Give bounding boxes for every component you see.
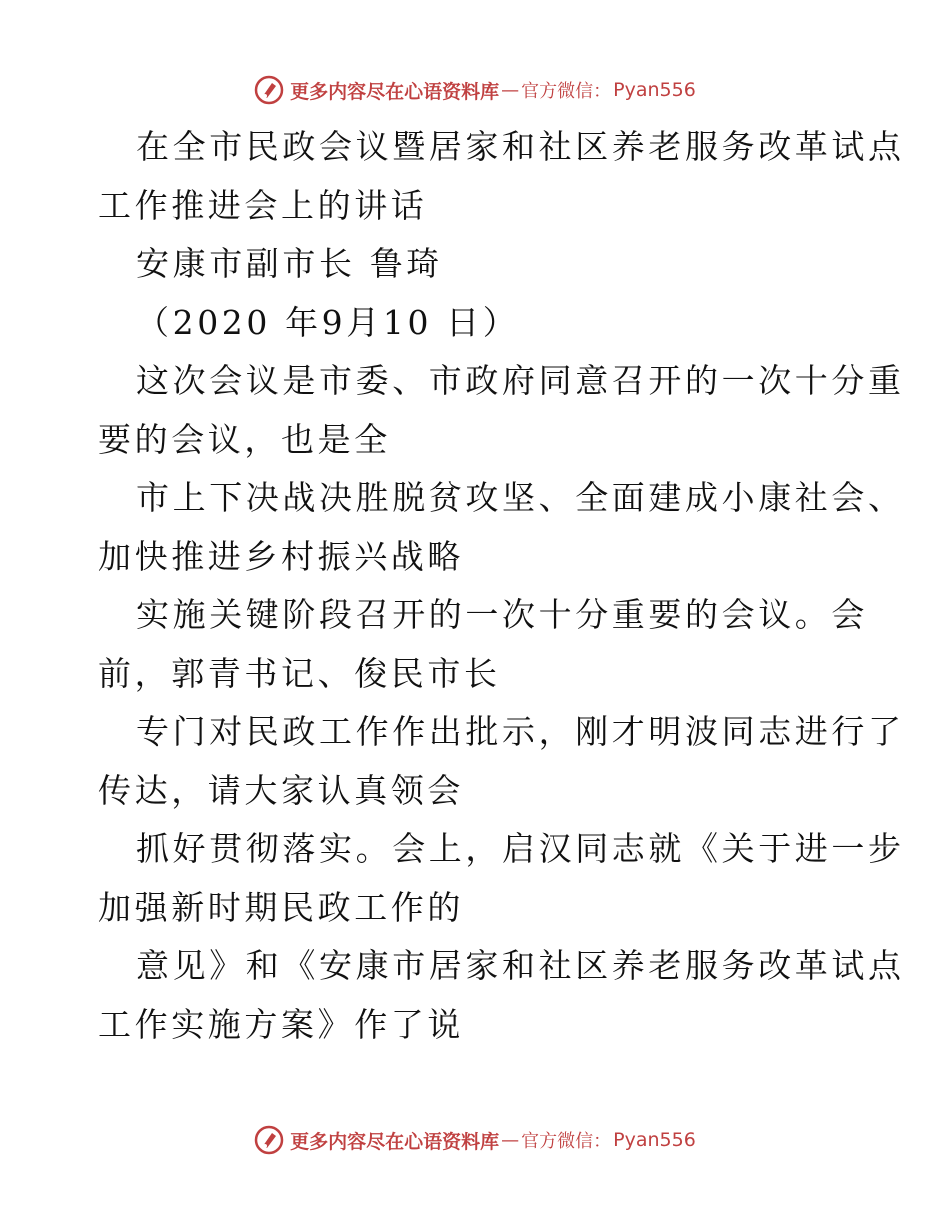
- banner-wechat-id: Pyan556: [613, 79, 696, 101]
- text-line: 工作推进会上的讲话: [98, 185, 428, 225]
- banner-wechat-id: Pyan556: [613, 1129, 696, 1151]
- text-line: 实施关键阶段召开的一次十分重要的会议。会: [136, 595, 868, 634]
- text-line: 工作实施方案》作了说: [98, 1004, 464, 1044]
- text-line: 安康市副市长 鲁琦: [136, 244, 443, 283]
- text-line: 意见》和《安康市居家和社区养老服务改革试点: [136, 946, 905, 985]
- banner-wechat-label: 官方微信：: [521, 1131, 612, 1152]
- banner-brand-text: 更多内容尽在心语资料库: [290, 80, 500, 103]
- pen-nib-logo-icon: [254, 1125, 284, 1155]
- banner-dash: —: [501, 79, 520, 101]
- text-line: 加快推进乡村振兴战略: [98, 536, 464, 576]
- text-line: 抓好贯彻落实。会上，启汉同志就《关于进一步: [136, 829, 905, 868]
- text-line: 传达，请大家认真领会: [98, 770, 464, 810]
- text-line: 这次会议是市委、市政府同意召开的一次十分重: [136, 361, 905, 400]
- banner-brand-text: 更多内容尽在心语资料库: [290, 1130, 500, 1153]
- text-line: 在全市民政会议暨居家和社区养老服务改革试点: [136, 127, 905, 166]
- header-banner: [0, 70, 950, 110]
- footer-banner: [0, 1120, 950, 1160]
- text-line: 要的会议，也是全: [98, 419, 391, 459]
- text-line: 专门对民政工作作出批示，刚才明波同志进行了: [136, 712, 905, 751]
- banner-dash: —: [501, 1129, 520, 1151]
- document-body: [98, 118, 905, 1054]
- pen-nib-logo-icon: [254, 75, 284, 105]
- text-line: 前，郭青书记、俊民市长: [98, 653, 501, 693]
- text-line: （2020 年9月10 日）: [136, 302, 520, 342]
- banner-wechat-label: 官方微信：: [521, 81, 612, 102]
- text-line: 市上下决战决胜脱贫攻坚、全面建成小康社会、: [136, 478, 905, 517]
- text-line: 加强新时期民政工作的: [98, 887, 464, 927]
